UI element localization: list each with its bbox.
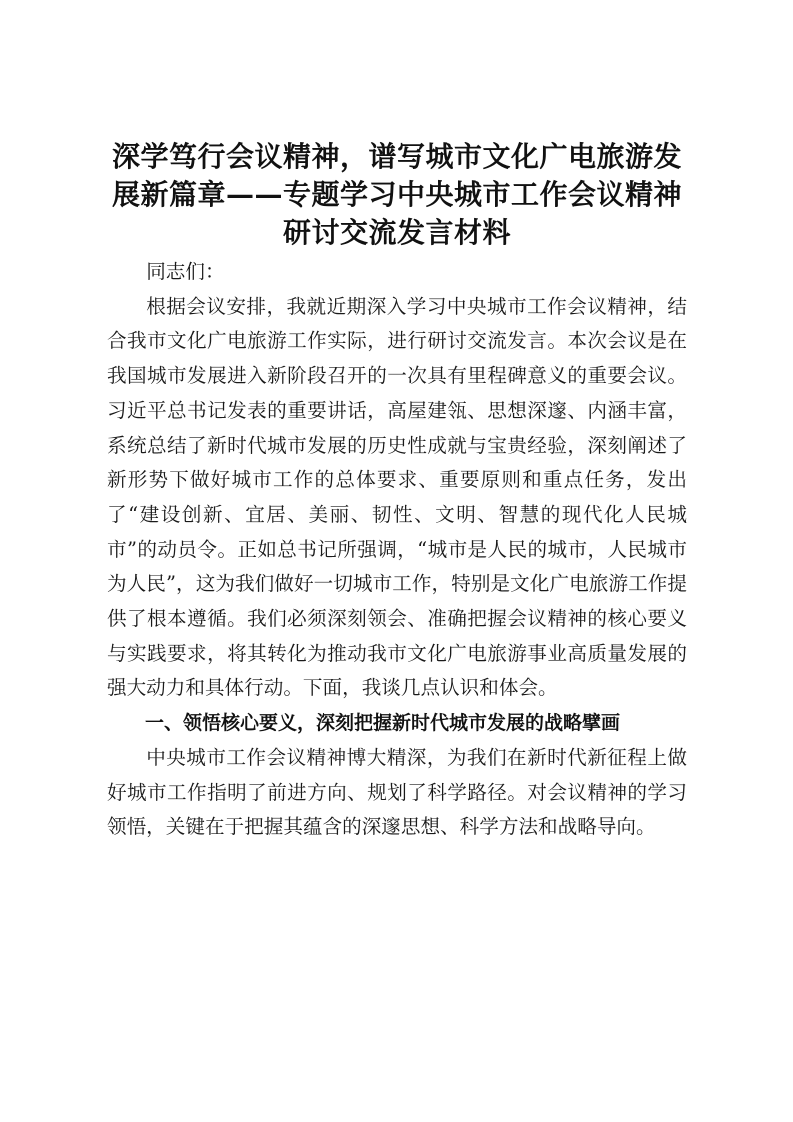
document-title — [107, 138, 687, 252]
greeting: 同志们： — [146, 260, 225, 283]
title-line-3: 研讨交流发言材料 — [282, 216, 511, 249]
document-body — [107, 138, 687, 845]
title-line-1: 深学笃行会议精神，谱写城市文化广电旅游发 — [111, 140, 682, 173]
section-paragraph: 中央城市工作会议精神博大精深，为我们在新时代新征程上做好城市工作指明了前进方向、规划了科学路径。对会议精神的学习领悟，关键在于把握其蕴含的深邃思想、科学方法和战略导向。 — [107, 745, 687, 839]
intro-paragraph: 根据会议安排，我就近期深入学习中央城市工作会议精神，结合我市文化广电旅游工作实际，进行研讨交流发言。本次会议是在我国城市发展进入新阶段召开的一次具有里程碑意义的重要会议。习近平总书记发表的重要讲话，高屋建瓴、思想深邃、内涵丰富，系统总结了新时代城市发展的历史性成就与宝贵经验，深刻阐述了新形势下做好城市工作的总体要求、重要原则和重点任务，发出了“建设创新、宜居、美丽、韧性、文明、智慧的现代化人民城市”的动员令。正如总书记所强调，“城市是人民的城市，人民城市为人民”，这为我们做好一切城市工作，特别是文化广电旅游工作提供了根本遵循。我们必须深刻领会、准确把握会议精神的核心要义与实践要求，将其转化为推动我市文化广电旅游事业高质量发展的强大动力和具体行动。下面，我谈几点认识和体会。 — [107, 294, 687, 700]
section-heading: 一、领悟核心要义，深刻把握新时代城市发展的战略擘画 — [145, 712, 621, 735]
title-line-2: 展新篇章——专题学习中央城市工作会议精神 — [111, 178, 682, 211]
